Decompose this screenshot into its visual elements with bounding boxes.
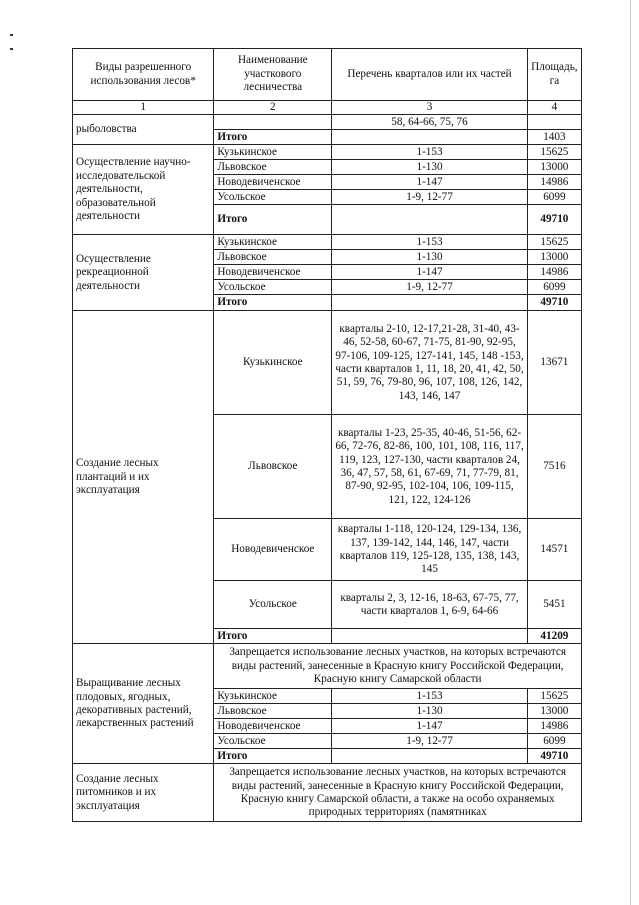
scan-mark <box>10 34 13 36</box>
quarters-cell: кварталы 2-10, 12-17,21-28, 31-40, 43-46, 52-58, 60-67, 71-75, 81-90, 92-95, 97-106, 109-125, 127-141, 145, 148 -153, части кварталов 1, 11, 18, 20, 41, 42, 50, 51, 59, 76, 79-80, 96, 107, 108, 126, 142, 143, 146, 147 <box>332 311 528 415</box>
quarters-cell: 1-9, 12-77 <box>332 190 528 205</box>
area-cell: 15625 <box>527 235 581 250</box>
use-type-cell: Выращивание лесных плодовых, ягодных, декоративных растений, лекарственных растений <box>73 644 214 764</box>
quarters-cell: 1-130 <box>332 704 528 719</box>
area-cell: 13000 <box>527 250 581 265</box>
forestry-name: Усольское <box>214 280 332 295</box>
forestry-name: Кузькинское <box>214 689 332 704</box>
quarters-cell: 1-130 <box>332 250 528 265</box>
table-row <box>73 764 582 822</box>
area-cell: 13671 <box>527 311 581 415</box>
total-label: Итого <box>214 295 332 311</box>
restriction-note: Запрещается использование лесных участков, на которых встречаются виды растений, занесенные в Красную книгу Российской Федерации, Красную книгу Самарской области, а также на особо охраняемых природных территориях (памятниках <box>214 764 582 822</box>
header-col4: Площадь, га <box>527 49 581 101</box>
forestry-name: Кузькинское <box>214 235 332 250</box>
forestry-name: Львовское <box>214 704 332 719</box>
table-row <box>73 235 582 250</box>
area-cell: 13000 <box>527 160 581 175</box>
table-row <box>73 644 582 689</box>
forestry-name: Новодевиченское <box>214 265 332 280</box>
forestry-name: Усольское <box>214 734 332 749</box>
quarters-cell: 1-147 <box>332 175 528 190</box>
forestry-name: Кузькинское <box>214 311 332 415</box>
area-cell: 15625 <box>527 689 581 704</box>
forestry-name: Новодевиченское <box>214 175 332 190</box>
table-row <box>73 115 582 130</box>
restriction-note: Запрещается использование лесных участков, на которых встречаются виды растений, занесенные в Красную книгу Российской Федерации, Красную книгу Самарской области <box>214 644 582 689</box>
forestry-name: Львовское <box>214 250 332 265</box>
total-area: 49710 <box>527 749 581 764</box>
quarters-cell: 1-147 <box>332 265 528 280</box>
use-type-cell: Создание лесных питомников и их эксплуатация <box>73 764 214 822</box>
forestry-name: Львовское <box>214 415 332 519</box>
quarters-cell: кварталы 1-23, 25-35, 40-46, 51-56, 62-66, 72-76, 82-86, 100, 101, 108, 116, 117, 119, 123, 127-130, части кварталов 24, 36, 47, 57, 58, 61, 67-69, 71, 77-79, 81, 87-90, 92-95, 102-104, 106, 109-115, 121, 122, 124-126 <box>332 415 528 519</box>
area-cell: 13000 <box>527 704 581 719</box>
col-number: 2 <box>214 101 332 115</box>
table-row <box>73 145 582 160</box>
forestry-name: Кузькинское <box>214 145 332 160</box>
area-cell: 7516 <box>527 415 581 519</box>
column-number-row <box>73 101 582 115</box>
total-label: Итого <box>214 205 332 235</box>
area-cell: 14571 <box>527 519 581 581</box>
quarters-cell: 1-9, 12-77 <box>332 280 528 295</box>
scan-mark <box>10 48 13 50</box>
area-cell: 14986 <box>527 175 581 190</box>
total-area: 1403 <box>527 130 581 145</box>
quarters-cell: 1-147 <box>332 719 528 734</box>
total-area: 49710 <box>527 295 581 311</box>
header-col1: Виды разрешенного использования лесов* <box>73 49 214 101</box>
table-row <box>73 311 582 415</box>
total-area: 49710 <box>527 205 581 235</box>
quarters-cell: 1-130 <box>332 160 528 175</box>
use-type-cell: рыболовства <box>73 115 214 145</box>
area-cell: 14986 <box>527 719 581 734</box>
use-type-cell: Осуществление научно-исследовательской деятельности, образовательной деятельности <box>73 145 214 235</box>
forestry-name: Усольское <box>214 581 332 629</box>
header-col2: Наименование участкового лесничества <box>214 49 332 101</box>
total-label: Итого <box>214 629 332 644</box>
use-type-cell: Осуществление рекреационной деятельности <box>73 235 214 311</box>
col-number: 3 <box>332 101 528 115</box>
forestry-name: Новодевиченское <box>214 719 332 734</box>
area-cell: 15625 <box>527 145 581 160</box>
total-label: Итого <box>214 749 332 764</box>
quarters-cell: 1-9, 12-77 <box>332 734 528 749</box>
quarters-cell: 1-153 <box>332 689 528 704</box>
forestry-name: Новодевиченское <box>214 519 332 581</box>
total-label: Итого <box>214 130 332 145</box>
area-cell: 6099 <box>527 190 581 205</box>
scan-edge <box>630 0 631 905</box>
quarters-cell: 58, 64-66, 75, 76 <box>332 115 528 130</box>
header-col3: Перечень кварталов или их частей <box>332 49 528 101</box>
quarters-cell: 1-153 <box>332 235 528 250</box>
table-header-row <box>73 49 582 101</box>
forestry-name: Усольское <box>214 190 332 205</box>
forestry-name: Львовское <box>214 160 332 175</box>
area-cell: 14986 <box>527 265 581 280</box>
quarters-cell: кварталы 2, 3, 12-16, 18-63, 67-75, 77, части кварталов 1, 6-9, 64-66 <box>332 581 528 629</box>
area-cell: 6099 <box>527 734 581 749</box>
col-number: 4 <box>527 101 581 115</box>
quarters-cell: кварталы 1-118, 120-124, 129-134, 136, 137, 139-142, 144, 146, 147, части кварталов 119, 125-128, 135, 138, 143, 145 <box>332 519 528 581</box>
total-area: 41209 <box>527 629 581 644</box>
forest-use-table <box>72 48 582 822</box>
area-cell: 5451 <box>527 581 581 629</box>
use-type-cell: Создание лесных плантаций и их эксплуатация <box>73 311 214 644</box>
area-cell: 6099 <box>527 280 581 295</box>
quarters-cell: 1-153 <box>332 145 528 160</box>
col-number: 1 <box>73 101 214 115</box>
